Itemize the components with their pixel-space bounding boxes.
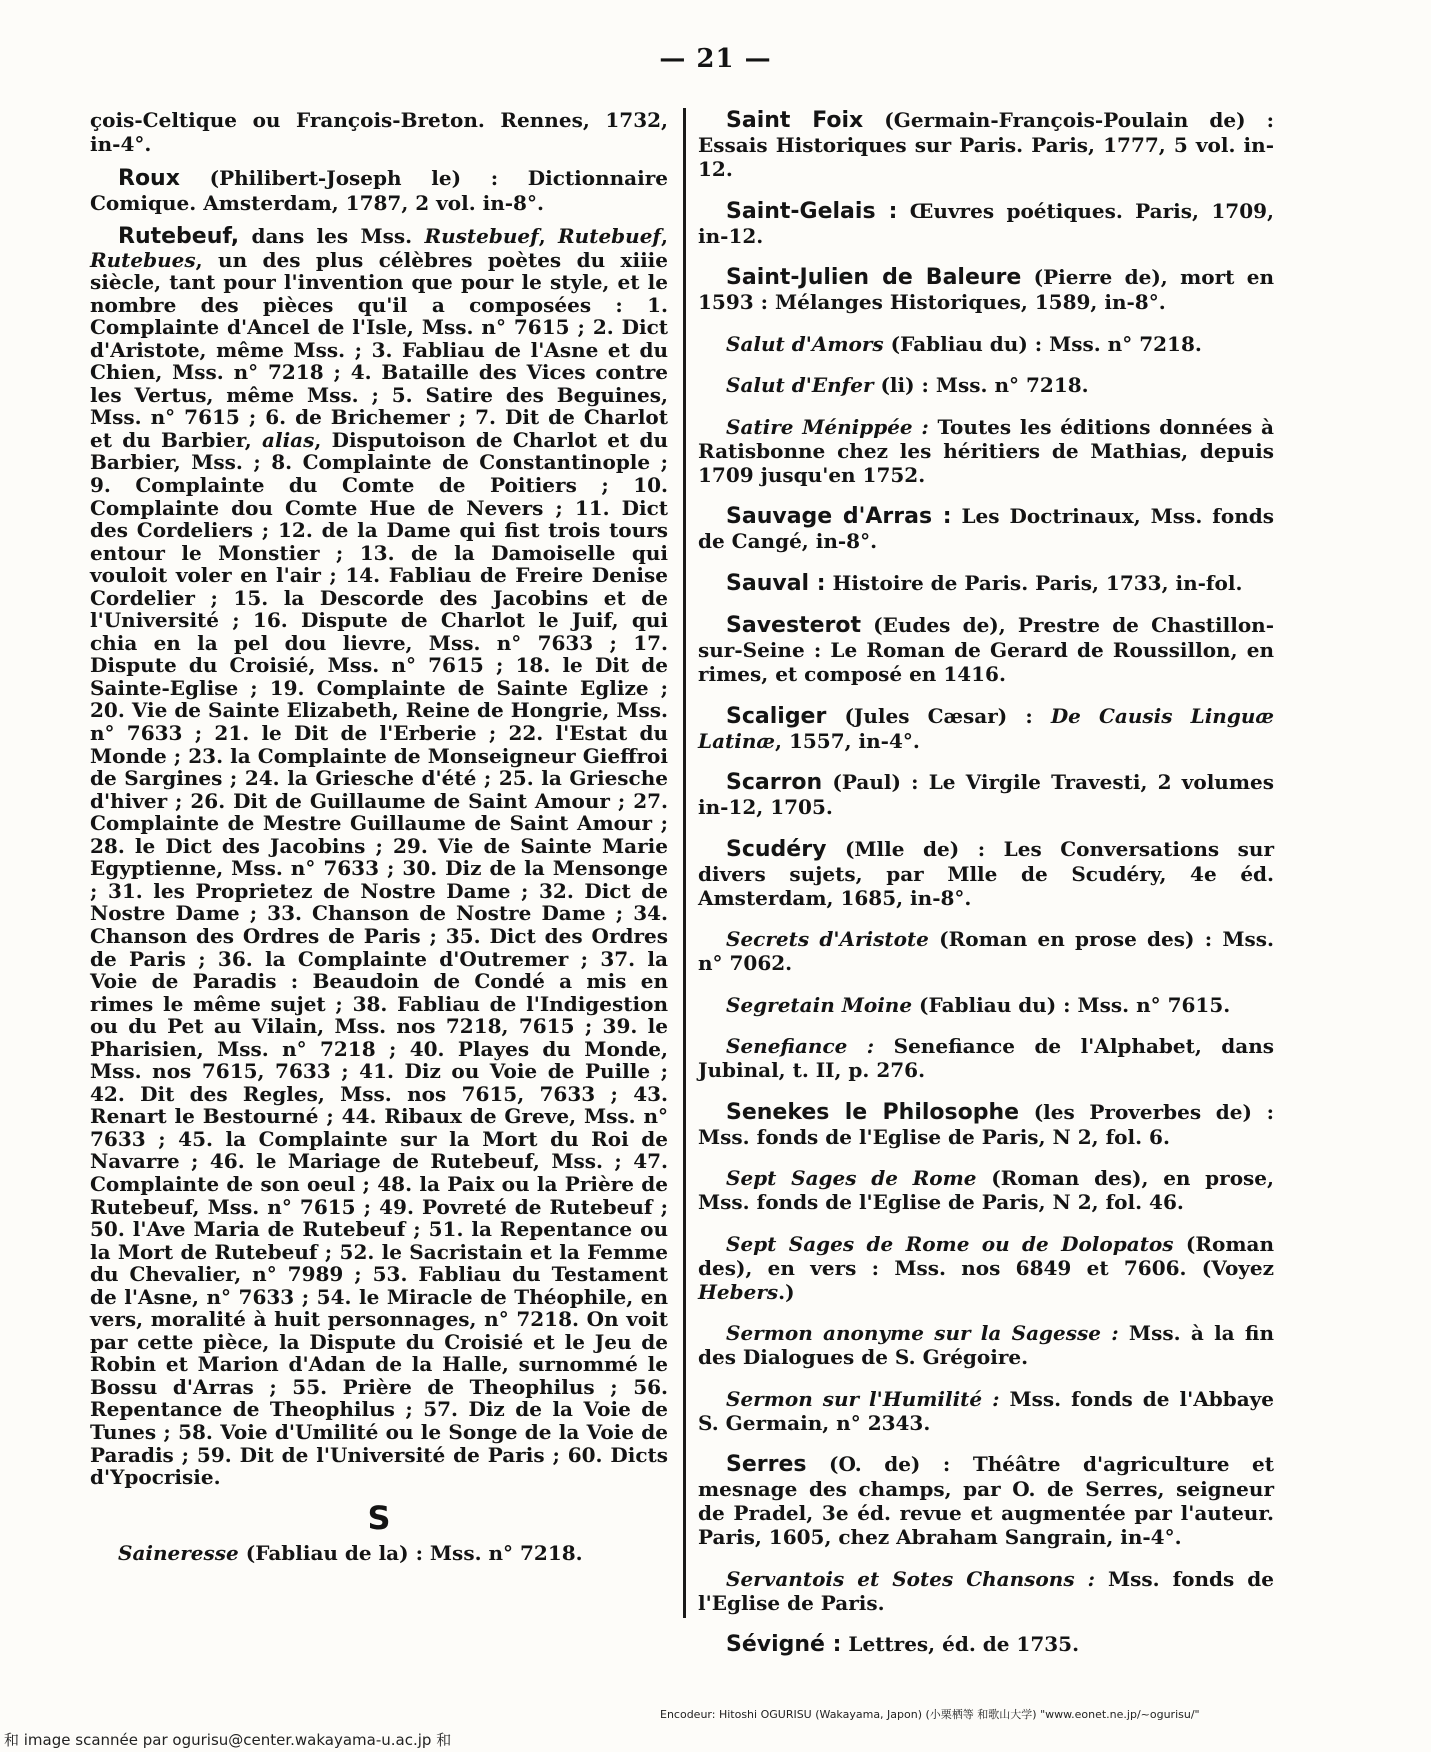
- entry-title: Servantois et Sotes Chansons :: [726, 1566, 1095, 1591]
- dictionary-entry: [698, 1567, 1274, 1615]
- entry-text: (Roman en prose des) : Mss. n° 7062.: [698, 927, 1274, 975]
- page-number: — 21 —: [659, 44, 772, 74]
- entry-text: Senefiance de l'Alphabet, dans Jubinal, t. II, p. 276.: [698, 1034, 1274, 1082]
- column-divider: [683, 108, 686, 1618]
- entry-name: Scarron: [726, 770, 823, 795]
- dictionary-entry: [698, 108, 1274, 181]
- entry-text: (Roman des), en vers : Mss. nos 6849 et 7606. (Voyez: [698, 1231, 1274, 1280]
- entry-title: Sermon anonyme sur la Sagesse :: [726, 1321, 1119, 1345]
- entry-text: dans les Mss.: [239, 224, 425, 248]
- dictionary-entry: [698, 1034, 1274, 1082]
- variant-name: Rutebuef: [558, 224, 662, 248]
- entry-text: (Fabliau du) : Mss. n° 7615.: [912, 992, 1231, 1017]
- entry-text: (Jules Cæsar) :: [826, 703, 1051, 728]
- dictionary-entry: [698, 504, 1274, 553]
- right-column: [698, 108, 1274, 1675]
- entry-text: (Fabliau du) : Mss. n° 7218.: [883, 331, 1202, 356]
- dictionary-entry: [698, 704, 1274, 753]
- entry-name: Serres: [726, 1452, 807, 1477]
- dictionary-entry: [698, 837, 1274, 910]
- entry-name: Sauvage d'Arras :: [726, 504, 952, 529]
- entry-title: Satire Ménippée :: [726, 414, 929, 439]
- entry-name: Saint-Gelais :: [726, 198, 898, 224]
- entry-title: Salut d'Enfer: [726, 373, 874, 397]
- dictionary-entry: [698, 613, 1274, 686]
- entry-text: (O. de) : Théâtre d'agriculture et mesnage des champs, par O. de Serres, seigneur de Pradel, 3e éd. revue et augmentée par l'auteur. Paris, 1605, chez Abraham Sangrain, in-4°.: [698, 1452, 1274, 1549]
- dictionary-entry: [698, 770, 1274, 819]
- dictionary-entry: [698, 927, 1274, 975]
- dictionary-entry: [698, 1100, 1274, 1149]
- entry-text: Toutes les éditions données à Ratisbonne chez les héritiers de Mathias, depuis 1709 jusqu'en 1752.: [698, 414, 1274, 487]
- entry-text: .): [778, 1279, 795, 1304]
- entry-name: Senekes le Philosophe: [726, 1099, 1020, 1125]
- entry-text: Œuvres poétiques. Paris, 1709, in-12.: [698, 198, 1275, 248]
- dictionary-entry: [698, 415, 1274, 487]
- entry-text: (Roman des), en prose, Mss. fonds de l'Eglise de Paris, N 2, fol. 46.: [698, 1166, 1274, 1214]
- entry-title: Sept Sages de Rome ou de Dolopatos: [726, 1231, 1174, 1256]
- dictionary-entry: [698, 1452, 1274, 1549]
- entry-title: Senefiance :: [726, 1034, 875, 1058]
- dictionary-entry: [698, 1632, 1274, 1657]
- dictionary-entry: [698, 373, 1274, 397]
- dictionary-entry: [698, 1232, 1274, 1304]
- dictionary-entry: [698, 571, 1274, 596]
- entry-rutebeuf: [90, 225, 668, 1489]
- variant-name: Rutebues: [90, 247, 196, 272]
- entry-text: Lettres, éd. de 1735.: [841, 1632, 1080, 1656]
- dictionary-entry: [698, 199, 1274, 248]
- entry-title: Sept Sages de Rome: [726, 1166, 977, 1190]
- entry-name: Scaliger: [726, 703, 827, 729]
- entry-text: (les Proverbes de) : Mss. fonds de l'Eglise de Paris, N 2, fol. 6.: [698, 1099, 1274, 1149]
- scan-credit: 和 image scannée par ogurisu@center.wakayama-u.ac.jp 和: [4, 1731, 452, 1749]
- variant-name: Rustebuef: [424, 224, 539, 248]
- entry-text: (Pierre de), mort en 1593 : Mélanges Historiques, 1589, in-8°.: [698, 265, 1274, 314]
- alias-word: alias: [262, 427, 315, 452]
- entry-text: Mss. fonds de l'Abbaye S. Germain, n° 2343.: [698, 1386, 1275, 1435]
- entry-name: Rutebeuf,: [118, 224, 240, 249]
- entry-text: Mss. fonds de l'Eglise de Paris.: [698, 1566, 1274, 1615]
- section-letter: S: [367, 1498, 391, 1537]
- entry-text: , 1557, in-4°.: [775, 728, 920, 753]
- entry-text: Les Doctrinaux, Mss. fonds de Cangé, in-8°.: [698, 504, 1274, 553]
- entry-name: Roux: [118, 166, 180, 191]
- dictionary-entry: [698, 265, 1274, 314]
- entry-title: Salut d'Amors: [726, 331, 884, 356]
- entry-name: Sauval :: [726, 570, 826, 596]
- entry-text: ,: [538, 224, 559, 248]
- entry-text: (Fabliau de la) : Mss. n° 7218.: [238, 1540, 583, 1565]
- entry-name: Savesterot: [726, 613, 861, 638]
- entry-text: (Paul) : Le Virgile Travesti, 2 volumes in-12, 1705.: [698, 770, 1274, 819]
- dictionary-entry: [698, 1387, 1274, 1435]
- entry-title: Segretain Moine: [726, 992, 913, 1017]
- encoder-credit: Encodeur: Hitoshi OGURISU (Wakayama, Japon) (小栗栖等 和歌山大学) "www.eonet.ne.jp/~ogurisu/": [660, 1708, 1200, 1721]
- entry-saineresse: [90, 1541, 668, 1565]
- entry-text: , un des plus célèbres poètes du xiiie siècle, tant pour l'invention que pour le style, et le nombre des pièces qu'il a composées : 1. Complainte d'Ancel de l'Isle, Mss. n° 7615 ; 2. Dict d'Aristote, même Mss. ; 3. Fabliau de l'Asne et du Chien, Mss. n° 7218 ; 4. Bataille des Vices contre les Vertus, même Mss. ; 5. Satire des Beguines, Mss. n° 7615 ; 6. de Brichemer ; 7. Dit de Charlot et du Barbier,: [90, 247, 668, 452]
- entry-text: (Mlle de) : Les Conversations sur divers sujets, par Mlle de Scudéry, 4e éd. Amsterdam, 1685, in-8°.: [698, 836, 1274, 910]
- entry-text: Mss. à la fin des Dialogues de S. Grégoire.: [698, 1321, 1274, 1369]
- entry-text: ,: [661, 224, 668, 248]
- entry-roux: [90, 166, 668, 215]
- dictionary-entry: [698, 1321, 1274, 1369]
- entry-title: Sermon sur l'Humilité :: [726, 1386, 1000, 1411]
- entry-text: , Disputoison de Charlot et du Barbier, Mss. ; 8. Complainte de Constantinople ; 9. Complainte du Comte de Poitiers ; 10. Complainte dou Comte Hue de Nevers ; 11. Dict des Cordeliers ; 12. de la Dame qui fist trois tours entour le Monstier ; 13. de la Damoiselle qui vouloit voler en l'air ; 14. Fabliau de Freire Denise Cordelier ; 15. la Descorde des Jacobins et de l'Université ; 16. Dispute de Charlot le Juif, qui chia en la pel dou lievre, Mss. n° 7633 ; 17. Dispute du Croisié, Mss. n° 7615 ; 18. le Dit de Sainte-Eglise ; 19. Complainte de Sainte Eglize ; 20. Vie de Sainte Elizabeth, Reine de Hongrie, Mss. n° 7633 ; 21. le Dit de l'Erberie ; 22. l'Estat du Monde ; 23. la Complainte de Monseigneur Gieffroi de Sargines ; 24. la Griesche d'été ; 25. la Griesche d'hiver ; 26. Dit de Guillaume de Saint Amour ; 27. Complainte de Mestre Guillaume de Saint Amour ; 28. le Dict des Jacobins ; 29. Vie de Sainte Marie Egyptienne, Mss. n° 7633 ; 30. Diz de la Mensonge ; 31. les Proprietez de Nostre Dame ; 32. Dict de Nostre Dame ; 33. Chanson de Nostre Dame ; 34. Chanson des Ordres de Paris ; 35. Dict des Ordres de Paris ; 36. la Complainte d'Outremer ; 37. la Voie de Paradis : Beaudoin de Condé a mis en rimes le même sujet ; 38. Fabliau de l'Indigestion ou du Pet au Vilain, Mss. nos 7218, 7615 ; 39. le Pharisien, Mss. n° 7218 ; 40. Playes du Monde, Mss. nos 7615, 7633 ; 41. Diz ou Voie de Puille ; 42. Dit des Regles, Mss. nos 7615, 7633 ; 43. Renart le Bestourné ; 44. Ribaux de Greve, Mss. n° 7633 ; 45. la Complainte sur la Mort du Roi de Navarre ; 46. le Mariage de Rutebeuf, Mss. ; 47. Complainte de son oeul ; 48. la Paix ou la Prière de Rutebeuf, Mss. n° 7615 ; 49. Povreté de Rutebeuf ; 50. l'Ave Maria de Rutebeuf ; 51. la Repentance ou la Mort de Rutebeuf ; 52. le Sacristain et la Femme du Chevalier, n° 7989 ; 53. Fabliau du Testament de l'Asne, n° 7633 ; 54. le Miracle de Théophile, en vers, moralité à huit personnages, n° 7218. On voit par cette pièce, la Dispute du Croisié et le Jeu de Robin et Marion d'Adan de la Halle, surnommé le Bossu d'Arras ; 55. Prière de Theophilus ; 56. Repentance de Theophilus ; 57. Diz de la Voie de Tunes ; 58. Voie d'Umilité ou le Songe de la Voie de Paradis ; 59. Dit de l'Université de Paris ; 60. Dicts d'Ypocrisie.: [90, 427, 668, 1490]
- entry-name: Saint Foix: [726, 108, 864, 133]
- entry-text: (Philibert-Joseph le) : Dictionnaire Comique. Amsterdam, 1787, 2 vol. in-8°.: [90, 166, 668, 215]
- entry-title: De Causis Linguæ Latinæ: [698, 703, 1274, 753]
- dictionary-entry: [698, 332, 1274, 356]
- dictionary-entry: [698, 993, 1274, 1017]
- continuation-entry: çois-Celtique ou François-Breton. Rennes, 1732, in-4°.: [90, 108, 668, 156]
- entry-name: Saint-Julien de Baleure: [726, 265, 1022, 290]
- entry-title: Secrets d'Aristote: [726, 927, 929, 951]
- left-column: [90, 108, 668, 1575]
- entry-title: Hebers: [698, 1279, 779, 1304]
- entry-text: (Eudes de), Prestre de Chastillon-sur-Seine : Le Roman de Gerard de Roussillon, en rimes, et composé en 1416.: [698, 613, 1274, 686]
- entry-name: Scudéry: [726, 836, 827, 862]
- entry-text: (Germain-François-Poulain de) : Essais Historiques sur Paris. Paris, 1777, 5 vol. in-12.: [698, 108, 1274, 181]
- entry-text: (li) : Mss. n° 7218.: [873, 373, 1089, 397]
- entry-text: Histoire de Paris. Paris, 1733, in-fol.: [825, 570, 1243, 595]
- entry-name: Sévigné :: [726, 1632, 842, 1657]
- dictionary-entry: [698, 1166, 1274, 1214]
- entry-title: Saineresse: [118, 1540, 239, 1565]
